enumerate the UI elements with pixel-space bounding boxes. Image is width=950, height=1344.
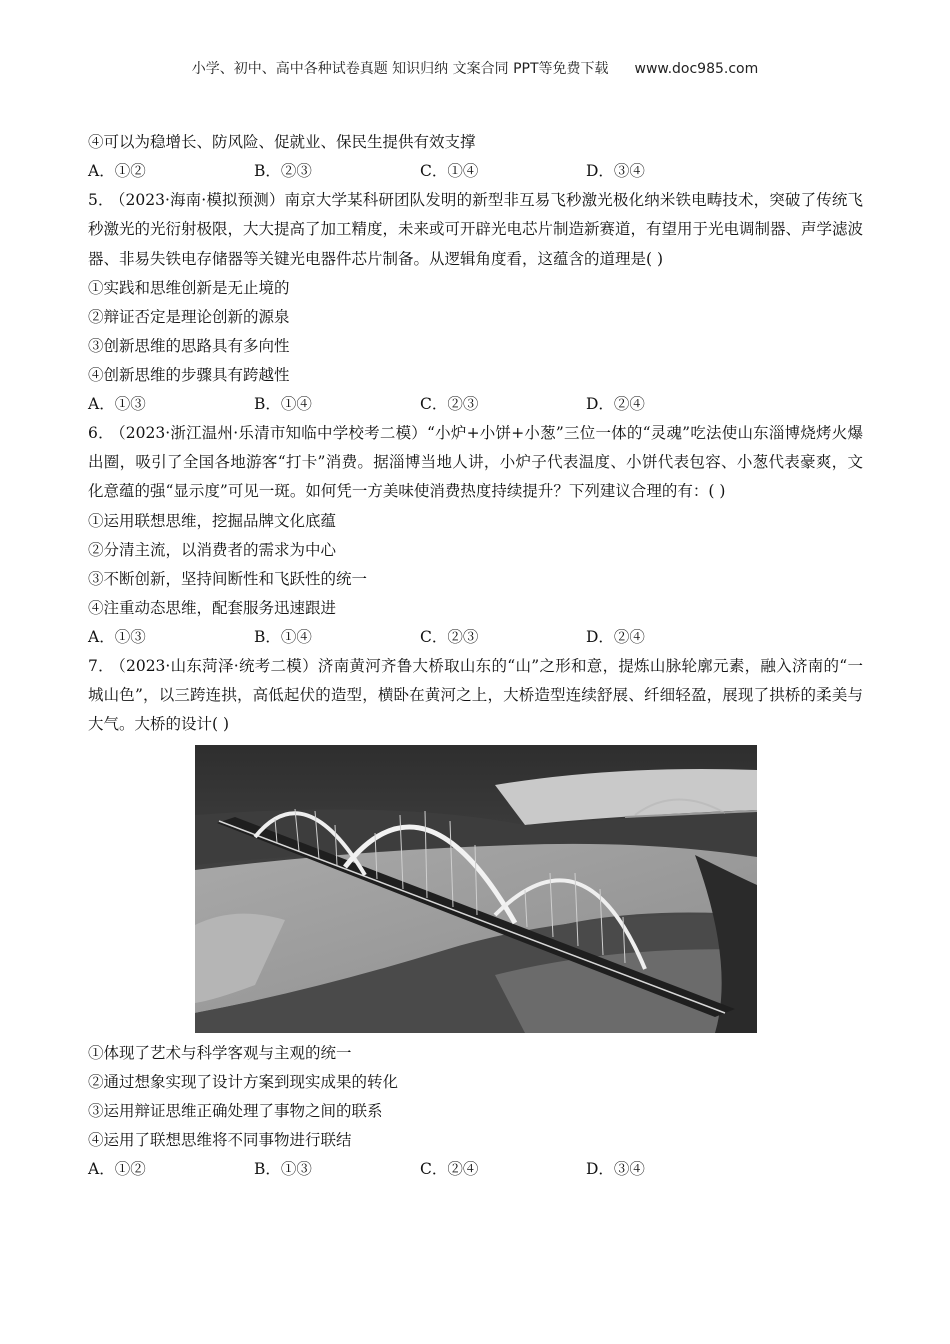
bridge-photo-container: [88, 745, 863, 1033]
option-c: C．②④: [420, 1159, 479, 1178]
question-number: 7．: [88, 656, 114, 675]
statement-item: ③不断创新，坚持间断性和飞跃性的统一: [88, 569, 368, 588]
statement-item: ①体现了艺术与科学客观与主观的统一: [88, 1043, 352, 1062]
statement-item: ④创新思维的步骤具有跨越性: [88, 365, 290, 384]
question-text: （2023·浙江温州·乐清市知临中学校考二模）“小炉+小饼+小葱”三位一体的“灵魂”吃法使山东淄博烧烤火爆出圈，吸引了全国各地游客“打卡”消费。据淄博当地人讲，小炉子代表温度、小饼代表包容、小葱代表豪爽，文化意蕴的强“显示度”可见一斑。如何凭一方美味使消费热度持续提升？下列建议合理的有：( ): [88, 423, 863, 501]
page-header: [0, 58, 950, 78]
option-d: D．②④: [586, 394, 645, 413]
statement-item: ②辩证否定是理论创新的源泉: [88, 307, 290, 326]
statement-item: ①实践和思维创新是无止境的: [88, 278, 290, 297]
statement-item: ②通过想象实现了设计方案到现实成果的转化: [88, 1072, 399, 1091]
header-text: 小学、初中、高中各种试卷真题 知识归纳 文案合同 PPT等免费下载: [191, 61, 609, 77]
statement-item: ③创新思维的思路具有多向性: [88, 336, 290, 355]
option-b: B．②③: [254, 162, 312, 180]
option-a: A．①③: [88, 394, 146, 413]
header-site-link[interactable]: www.doc985.com: [634, 61, 759, 77]
statement-item: ④运用了联想思维将不同事物进行联结: [88, 1130, 352, 1149]
question-stem: [88, 652, 863, 740]
question-5: [88, 186, 863, 419]
statement-item: ③运用辩证思维正确处理了事物之间的联系: [88, 1101, 383, 1120]
question-stem: [88, 186, 863, 274]
answer-options: [88, 390, 863, 419]
question-stem: [88, 419, 863, 507]
exam-content: [88, 128, 863, 1184]
question-text: （2023·山东菏泽·统考二模）济南黄河齐鲁大桥取山东的“山”之形和意，提炼山脉轮廓元素，融入济南的“一城山色”，以三跨连拱，高低起伏的造型，横卧在黄河之上，大桥造型连续舒展、纤细轻盈，展现了拱桥的柔美与大气。大桥的设计( ): [88, 656, 863, 734]
statement-item: ①运用联想思维，挖掘品牌文化底蕴: [88, 511, 337, 530]
option-a: A．①②: [88, 162, 146, 180]
bridge-photo: [195, 745, 757, 1033]
option-d: D．③④: [586, 1159, 645, 1178]
question-6: [88, 419, 863, 652]
statement-item: ④可以为稳增长、防风险、促就业、保民生提供有效支撑: [88, 133, 476, 151]
option-b: B．①④: [254, 394, 312, 413]
statement-item: ②分清主流，以消费者的需求为中心: [88, 540, 337, 559]
option-c: C．①④: [420, 162, 479, 180]
answer-options: [88, 623, 863, 652]
carryover-question: [88, 128, 863, 186]
question-number: 5．: [88, 191, 114, 209]
option-c: C．②③: [420, 394, 479, 413]
question-number: 6．: [88, 423, 114, 442]
option-d: D．②④: [586, 627, 645, 646]
option-a: A．①③: [88, 627, 146, 646]
option-a: A．①②: [88, 1159, 146, 1178]
option-b: B．①③: [254, 1159, 312, 1178]
answer-options: [88, 157, 863, 186]
option-d: D．③④: [586, 162, 645, 180]
option-c: C．②③: [420, 627, 479, 646]
statement-item: ④注重动态思维，配套服务迅速跟进: [88, 598, 337, 617]
option-b: B．①④: [254, 627, 312, 646]
question-text: （2023·海南·模拟预测）南京大学某科研团队发明的新型非互易飞秒激光极化纳米铁电畴技术，突破了传统飞秒激光的光衍射极限，大大提高了加工精度，未来或可开辟光电芯片制造新赛道，有望用于光电调制器、声学滤波器、非易失铁电存储器等关键光电器件芯片制备。从逻辑角度看，这蕴含的道理是( ): [88, 191, 864, 268]
answer-options: [88, 1155, 863, 1184]
question-7: [88, 652, 863, 1184]
